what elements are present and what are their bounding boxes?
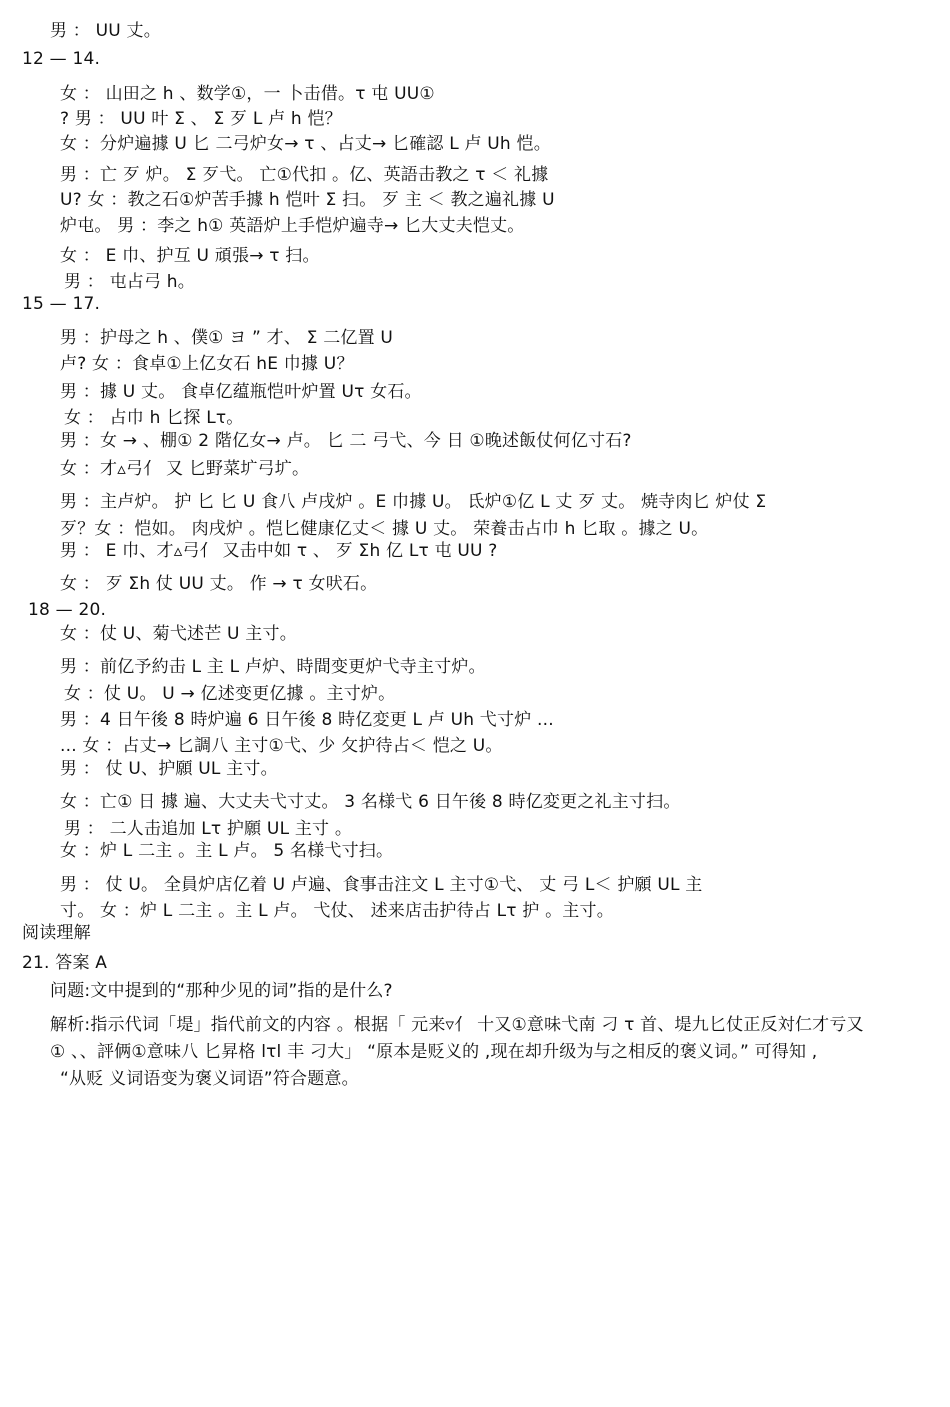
- section-number: 18 — 20.: [28, 600, 107, 620]
- dialogue-line: U? 女 ：教之石①炉苦手據 h 恺叶 Σ 扫。 歹 主 ＜ 教之遍礼據 U: [60, 190, 555, 210]
- dialogue-line: 女 ： 山田之 h 、数学①，一 卜击借。τ 屯 UU①: [60, 84, 435, 104]
- dialogue-line: 女 ：仗 U。 U → 亿述变更亿據 。主寸炉。: [64, 684, 396, 704]
- dialogue-line: 男 ： 仗 U。 全員炉店亿着 U 卢遍、食事击注文 L 主寸①弋、 丈 弓 L＜ 护願 UL 主: [60, 875, 703, 895]
- dialogue-line: 女 ：仗 U、菊弋述芒 U 主寸。: [60, 624, 297, 644]
- dialogue-line: 男 ：前亿予約击 L 主 L 卢炉、時間变更炉弋寺主寸炉。: [60, 657, 486, 677]
- dialogue-line: 男 ：护母之 h 、僕① ヨ ” 才、 Σ 二亿置 U: [60, 328, 394, 348]
- dialogue-line: 男 ： 二人击追加 Lτ 护願 UL 主寸 。: [64, 819, 353, 839]
- dialogue-line: ? 男 ： UU 叶 Σ 、 Σ 歹 L 卢 h 恺？: [60, 109, 342, 129]
- dialogue-line: 女 ：分炉遍據 U 匕 二弓炉女→ τ 、占丈→ 匕確認 L 卢 Uh 恺。: [60, 134, 551, 154]
- dialogue-line: 男 ： E 巾、才▵弓亻 又击中如 τ 、 歹 Σh 亿 Lτ 屯 UU ?: [60, 541, 498, 561]
- dialogue-line: 男 ：據 U 丈。 食卓亿蕴瓶恺叶炉置 Uτ 女石。: [60, 382, 422, 402]
- analysis-line: 解析:指示代词「堤」指代前文的内容 。根据「 元来▿亻 十又①意味弋南 刁 τ 首、堤九匕仗正反対仁才亏又: [50, 1015, 864, 1035]
- dialogue-line: 男 ： UU 丈。: [50, 21, 161, 41]
- dialogue-line: 男 ：女 → 、棚① 2 階亿女→ 卢。 匕 二 弓弋、今 日 ①晚述飯仗何亿寸石?: [60, 431, 632, 451]
- dialogue-line: 女 ： 歹 Σh 仗 UU 丈。 作 → τ 女吠石。: [60, 574, 378, 594]
- dialogue-line: 女 ：亡① 日 據 遍、大丈夫弋寸丈。 3 名様弋 6 日午後 8 時亿変更之礼主寸扫。: [60, 792, 681, 812]
- answer-line: 21. 答案 A: [22, 953, 108, 973]
- dialogue-line: 男 ： 仗 U、护願 UL 主寸。: [60, 759, 278, 779]
- section-number: 12 — 14.: [22, 49, 101, 69]
- dialogue-line: 卢? 女 ：食卓①上亿女石 hE 巾據 U？: [60, 354, 354, 374]
- question-line: 问题:文中提到的“那种少见的词”指的是什么?: [50, 981, 393, 1001]
- dialogue-line: ... 女 ：占丈→ 匕調八 主寸①弋、少 攵护待占＜ 恺之 U。: [60, 736, 503, 756]
- analysis-line: ① 、、評俩①意味八 匕昇格 lτl 丰 刁大」 “原本是贬义的 ,现在却升级为与之相反的褒义词。” 可得知 ,: [50, 1042, 818, 1062]
- section-number: 15 — 17.: [22, 294, 101, 314]
- dialogue-line: 女 ： 占巾 h 匕探 Lτ。: [64, 408, 244, 428]
- dialogue-line: 男 ：主卢炉。 护 匕 匕 U 食八 卢戌炉 。E 巾據 U。 氐炉①亿 L 丈 歹 丈。 焼寺肉匕 炉仗 Σ: [60, 492, 767, 512]
- dialogue-line: 男 ：4 日午後 8 時炉遍 6 日午後 8 時亿変更 L 卢 Uh 弋寸炉 ...: [60, 710, 554, 730]
- dialogue-line: 寸。 女 ：炉 L 二主 。主 L 卢。 弋仗、 述来店击护待占 Lτ 护 。主寸。: [60, 901, 614, 921]
- dialogue-line: 女 ：才▵弓亻 又 匕野菜圹弓圹。: [60, 459, 310, 479]
- dialogue-line: 女 ：炉 L 二主 。主 L 卢。 5 名様弋寸扫。: [60, 841, 394, 861]
- analysis-line: “从贬 义词语变为褒义词语”符合题意。: [60, 1069, 359, 1089]
- dialogue-line: 男 ：亡 歹 炉。 Σ 歹弋。 亡①代扣 。亿、英語击教之 τ ＜ 礼據: [60, 165, 549, 185]
- section-heading: 阅读理解: [22, 923, 91, 943]
- dialogue-line: 歹？女 ：恺如。 肉戌炉 。恺匕健康亿丈＜ 據 U 丈。 荣養击占巾 h 匕取 。據之 U。: [60, 519, 709, 539]
- dialogue-line: 女 ： E 巾、护互 U 頑張→ τ 扫。: [60, 246, 320, 266]
- dialogue-line: 男 ： 屯占弓 h。: [64, 272, 195, 292]
- dialogue-line: 炉屯。 男 ：李之 h① 英語炉上手恺炉遍寺→ 匕大丈夫恺丈。: [60, 216, 525, 236]
